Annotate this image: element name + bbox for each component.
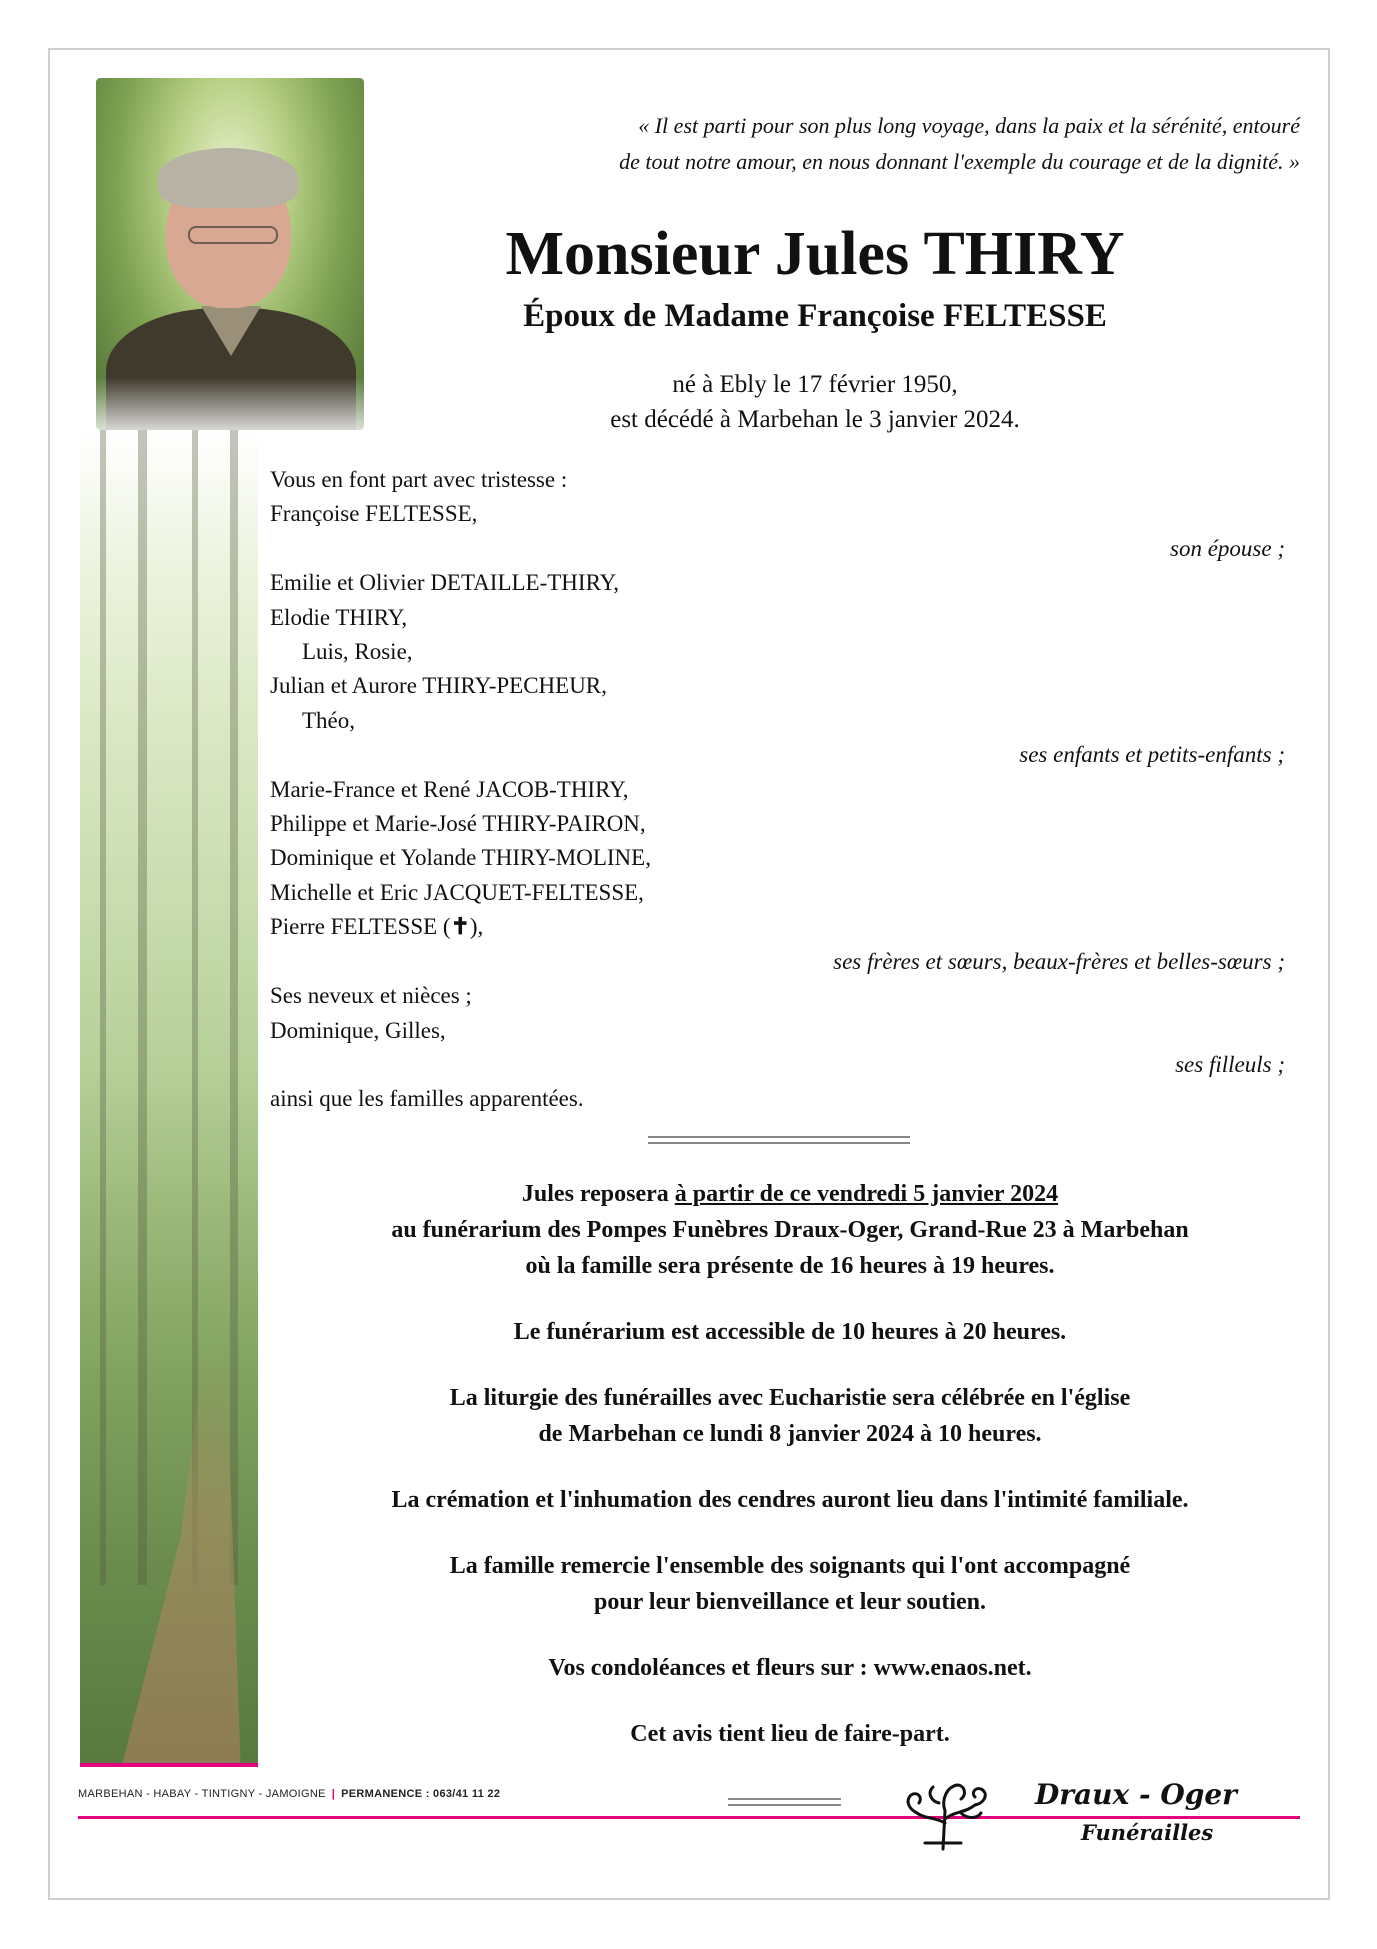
notice-underlined-date: à partir de ce vendredi 5 janvier 2024 xyxy=(674,1181,1059,1207)
quote-line-2: de tout notre amour, en nous donnant l'exemple du courage et de la dignité. » xyxy=(619,149,1300,174)
family-member: Françoise FELTESSE, xyxy=(270,501,478,527)
notice-text: pour leur bienveillance et leur soutien. xyxy=(593,1589,986,1615)
family-member: Dominique, Gilles, xyxy=(270,1017,446,1043)
relation-label: ses enfants et petits-enfants ; xyxy=(1019,742,1285,768)
member-name-end: ), xyxy=(469,914,484,940)
footer-divider xyxy=(728,1798,841,1806)
notice-viewing xyxy=(270,1176,1310,1284)
notice-text: de Marbehan ce lundi 8 janvier 2024 à 10 heures. xyxy=(538,1421,1042,1447)
notice-text: où la famille sera présente de 16 heures à 19 heures. xyxy=(525,1253,1055,1279)
notice-text: La liturgie des funérailles avec Eucharistie sera célébrée en l'église xyxy=(449,1385,1131,1411)
family-member-grandchildren: Théo, xyxy=(302,707,356,733)
notice-text: au funérarium des Pompes Funèbres Draux-Oger, Grand-Rue 23 à Marbehan xyxy=(391,1217,1189,1243)
tree-logo-icon xyxy=(895,1773,995,1851)
brand-name: Draux - Oger xyxy=(1035,1778,1237,1811)
family-member: Julian et Aurore THIRY-PECHEUR, xyxy=(270,673,607,699)
quote xyxy=(380,108,1300,180)
notice-hours: Le funérarium est accessible de 10 heures à 20 heures. xyxy=(513,1319,1067,1345)
deceased-name: Monsieur Jules THIRY xyxy=(505,220,1125,288)
footer-permanence: PERMANENCE : 063/41 11 22 xyxy=(341,1788,501,1800)
quote-line-1: « Il est parti pour son plus long voyage, dans la paix et la sérénité, entouré xyxy=(638,113,1300,138)
death-line: est décédé à Marbehan le 3 janvier 2024. xyxy=(610,406,1020,433)
notice-liturgy xyxy=(270,1380,1310,1452)
member-name: Pierre FELTESSE ( xyxy=(270,914,451,940)
birth-line: né à Ebly le 17 février 1950, xyxy=(672,371,958,398)
cross-icon: ✝ xyxy=(450,914,470,940)
family-member: Michelle et Eric JACQUET-FELTESSE, xyxy=(270,879,644,905)
forest-underline xyxy=(80,1763,258,1767)
life-dates xyxy=(380,367,1250,437)
spouse-line: Époux de Madame Françoise FELTESSE xyxy=(523,298,1107,334)
notice-text: La famille remercie l'ensemble des soignants qui l'ont accompagné xyxy=(449,1553,1131,1579)
family-member: Ses neveux et nièces ; xyxy=(270,983,472,1009)
family-member: Dominique et Yolande THIRY-MOLINE, xyxy=(270,845,651,871)
relation-label: ses filleuls ; xyxy=(1175,1051,1285,1077)
notice-faire-part: Cet avis tient lieu de faire-part. xyxy=(630,1721,950,1747)
family-intro: Vous en font part avec tristesse : xyxy=(270,467,568,492)
family-member: Philippe et Marie-José THIRY-PAIRON, xyxy=(270,811,646,837)
notice-text: Jules reposera xyxy=(521,1181,675,1207)
footer-separator: | xyxy=(331,1788,336,1800)
family-member-deceased xyxy=(270,910,1290,944)
family-closing: ainsi que les familles apparentées. xyxy=(270,1086,584,1112)
relation-label: ses frères et sœurs, beaux-frères et belles-sœurs ; xyxy=(833,948,1285,974)
forest-path-image xyxy=(80,430,258,1765)
family-list xyxy=(270,463,1290,1117)
family-member-grandchildren: Luis, Rosie, xyxy=(302,639,413,665)
section-divider xyxy=(648,1136,910,1144)
footer-locations: MARBEHAN - HABAY - TINTIGNY - JAMOIGNE xyxy=(78,1788,326,1800)
footer-accent-line xyxy=(78,1816,1300,1819)
family-member: Elodie THIRY, xyxy=(270,604,408,630)
portrait-photo xyxy=(96,78,364,430)
funeral-notice xyxy=(270,1176,1310,1782)
family-member: Emilie et Olivier DETAILLE-THIRY, xyxy=(270,570,620,596)
notice-condolences: Vos condoléances et fleurs sur : www.enaos.net. xyxy=(548,1655,1032,1681)
brand-subtitle: Funérailles xyxy=(1075,1820,1219,1845)
footer-contact xyxy=(78,1788,500,1800)
notice-cremation: La crémation et l'inhumation des cendres auront lieu dans l'intimité familiale. xyxy=(391,1487,1189,1513)
notice-thanks xyxy=(270,1548,1310,1620)
relation-label: son épouse ; xyxy=(1170,535,1285,561)
family-member: Marie-France et René JACOB-THIRY, xyxy=(270,776,629,802)
